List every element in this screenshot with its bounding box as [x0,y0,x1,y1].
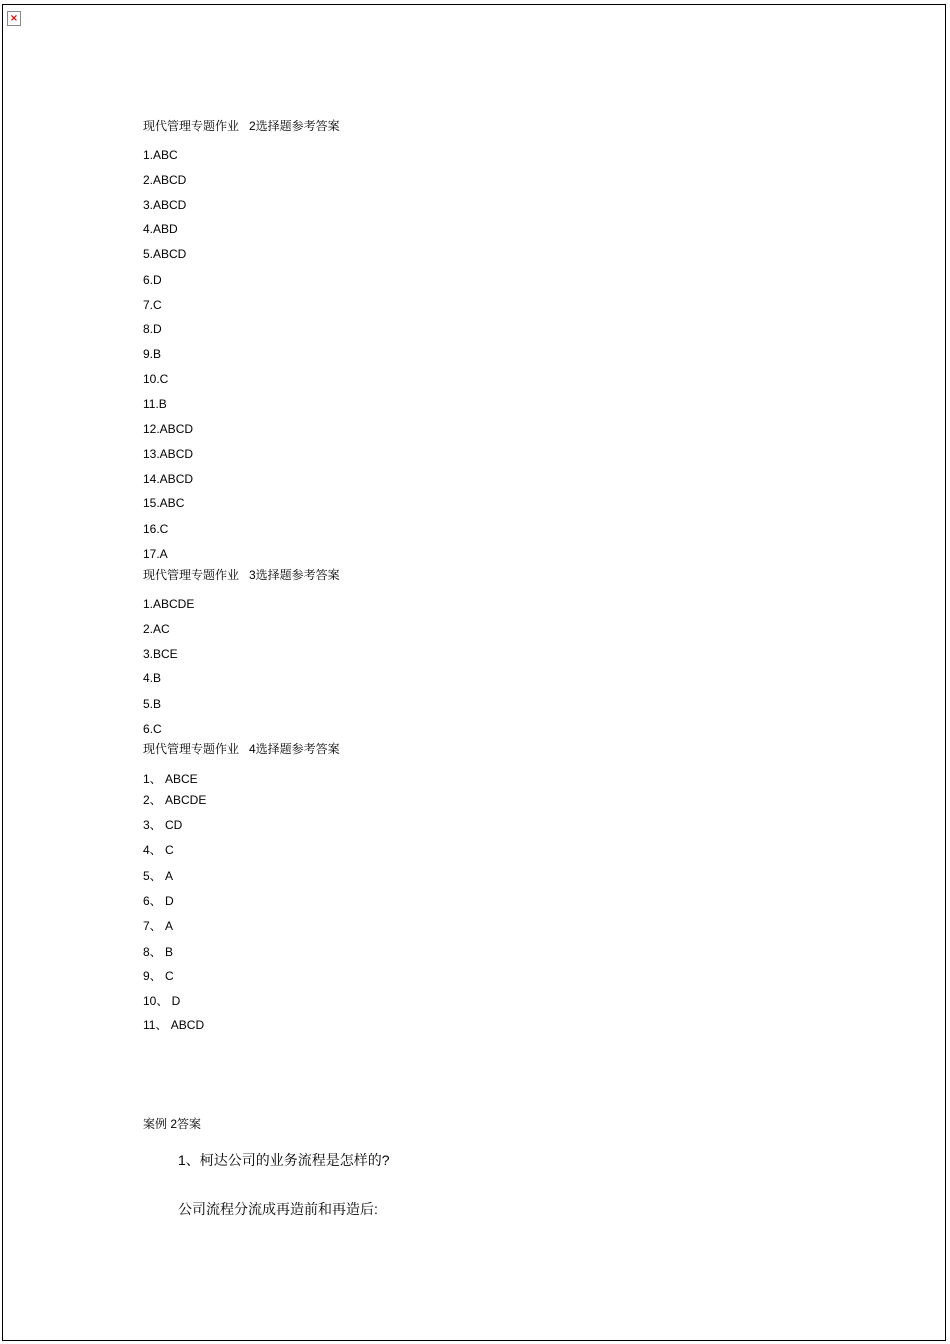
section-title: 现代管理专题作业 3选择题参考答案 [143,568,340,582]
answer-item: 2.AC [143,622,170,636]
answer-item: 2.ABCD [143,173,187,187]
case-title: 案例 2答案 [143,1117,202,1131]
broken-image-icon: × [7,11,21,26]
answer-item: 6.D [143,273,162,287]
section-title: 现代管理专题作业 2选择题参考答案 [143,119,340,133]
answer-item: 4、 C [143,843,174,857]
answer-item: 7、 A [143,919,174,933]
answer-item: 1、 ABCE [143,772,198,786]
answer-item: 3.ABCD [143,198,187,212]
case-question: 1、柯达公司的业务流程是怎样的? [178,1152,390,1168]
answer-item: 6.C [143,722,162,736]
answer-item: 16.C [143,522,169,536]
answer-item: 5.B [143,697,162,711]
answer-item: 9、 C [143,969,174,983]
answer-item: 3、 CD [143,818,183,832]
answer-item: 7.C [143,298,162,312]
answer-item: 1.ABCDE [143,597,195,611]
answer-item: 17.A [143,547,168,561]
answer-item: 6、 D [143,894,174,908]
answer-item: 2、 ABCDE [143,793,207,807]
answer-item: 5.ABCD [143,247,187,261]
answer-item: 10、 D [143,994,181,1008]
case-answer-intro: 公司流程分流成再造前和再造后: [178,1201,378,1217]
answer-item: 8.D [143,322,162,336]
section-title: 现代管理专题作业 4选择题参考答案 [143,742,340,756]
answer-item: 9.B [143,347,162,361]
answer-item: 14.ABCD [143,472,194,486]
answer-item: 3.BCE [143,647,178,661]
answer-item: 1.ABC [143,148,178,162]
answer-item: 12.ABCD [143,422,194,436]
answer-item: 4.B [143,671,162,685]
answer-item: 11.B [143,397,167,411]
answer-item: 8、 B [143,945,174,959]
answer-item: 5、 A [143,869,174,883]
answer-item: 11、 ABCD [143,1018,205,1032]
answer-item: 10.C [143,372,169,386]
answer-item: 4.ABD [143,222,178,236]
answer-item: 13.ABCD [143,447,194,461]
answer-item: 15.ABC [143,496,185,510]
